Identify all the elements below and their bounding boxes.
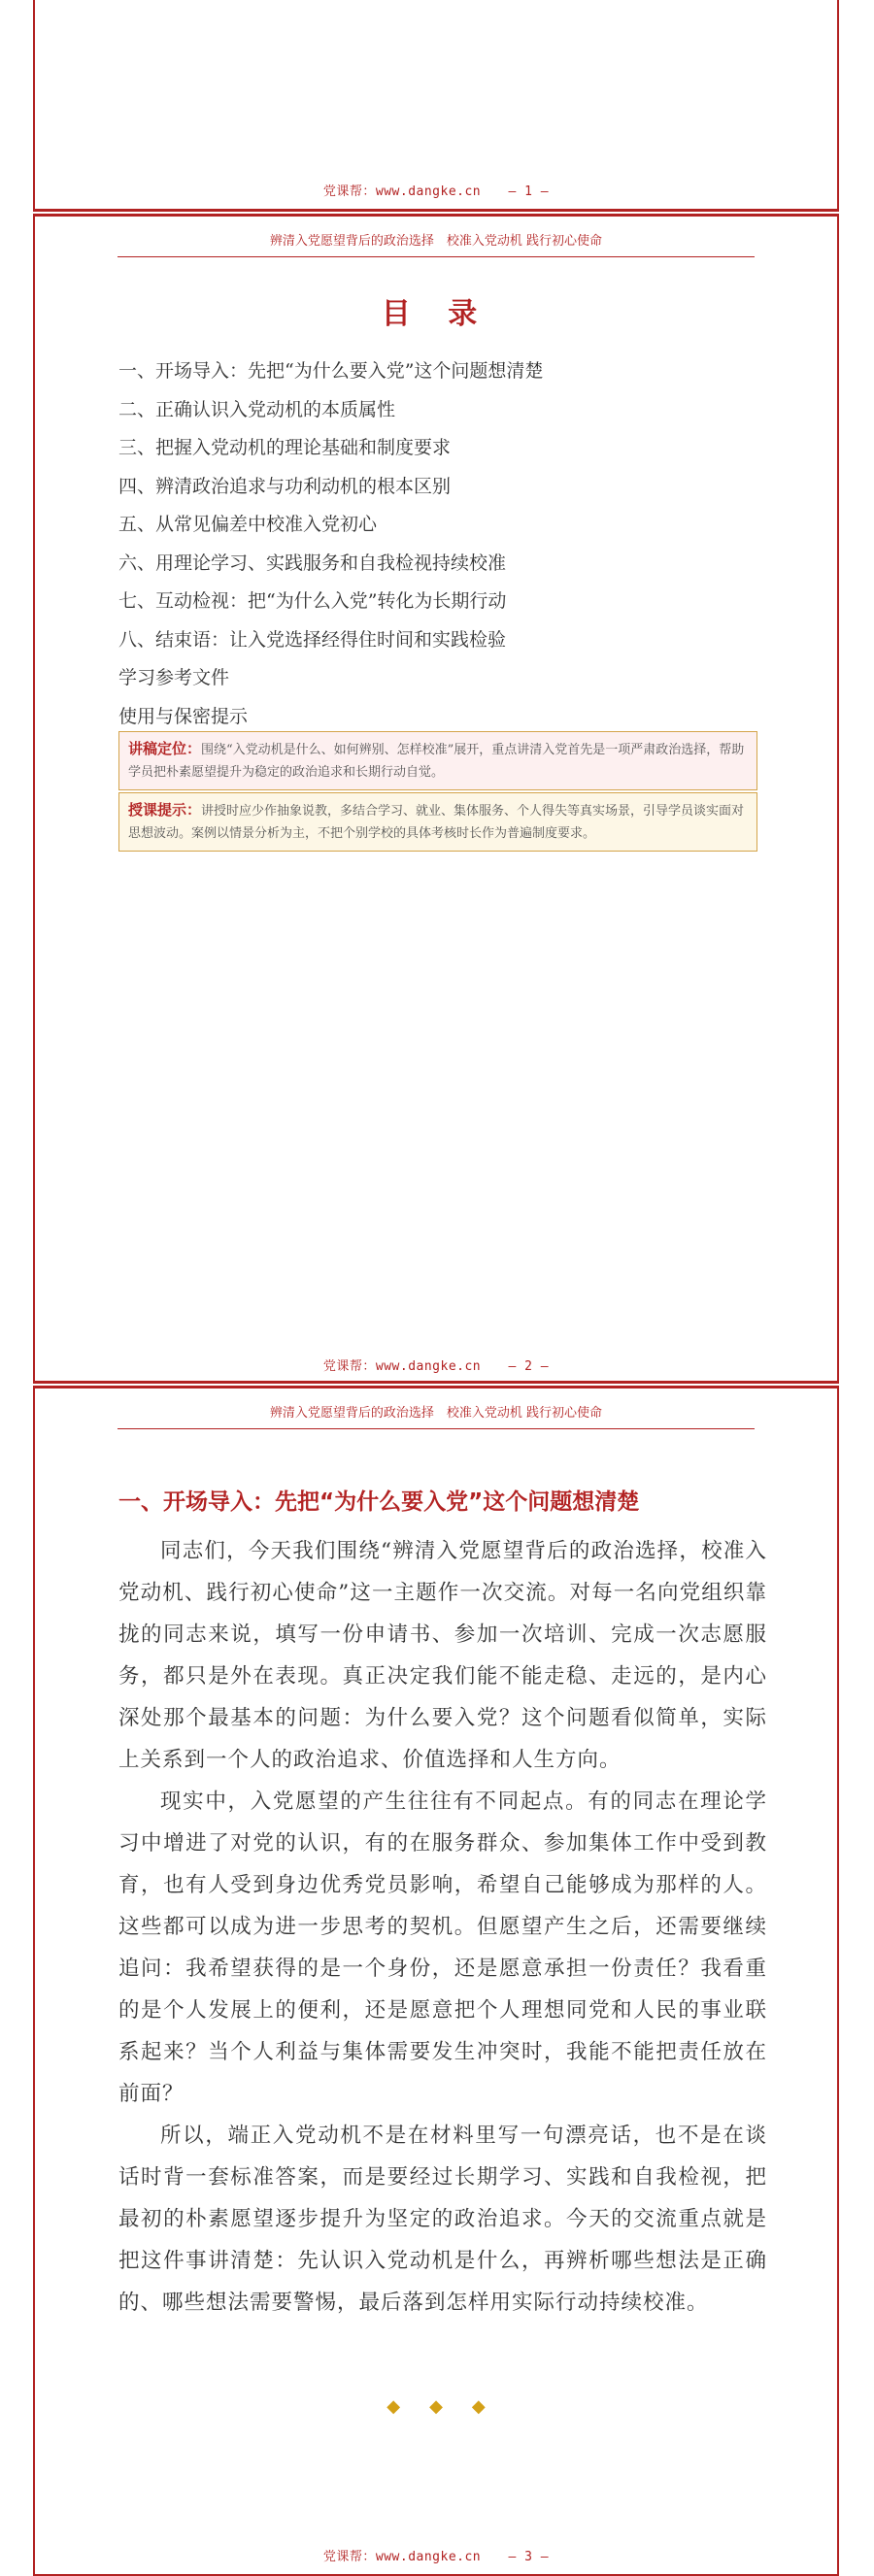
page-footer bbox=[35, 1355, 837, 1374]
page-footer bbox=[35, 181, 837, 199]
paragraph: 同志们，今天我们围绕“辨清入党愿望背后的政治选择，校准入党动机、践行初心使命”这一主题作一次交流。对每一名向党组织靠拢的同志来说，填写一份申请书、参加一次培训、完成一次志愿服务，都只是外在表现。真正决定我们能不能走稳、走远的，是内心深处那个最基本的问题：为什么要入党？这个问题看似简单，实际上关系到一个人的政治追求、价值选择和人生方向。 bbox=[118, 1539, 767, 1772]
footer-page-number: — 2 — bbox=[508, 1359, 550, 1374]
table-of-contents bbox=[118, 352, 543, 736]
toc-item: 二、正确认识入党动机的本质属性 bbox=[118, 398, 396, 420]
page-3 bbox=[33, 1386, 839, 2576]
note-label: 讲稿定位： bbox=[128, 740, 202, 757]
toc-title: 目 录 bbox=[381, 297, 491, 331]
note-text: 围绕“入党动机是什么、如何辨别、怎样校准”展开，重点讲清入党首先是一项严肃政治选择，帮助学员把朴素愿望提升为稳定的政治追求和长期行动自觉。 bbox=[128, 743, 745, 780]
footer-page-number: — 3 — bbox=[508, 2550, 550, 2564]
lecture-positioning-note bbox=[118, 731, 757, 790]
footer-site: 党课帮：www.dangke.cn bbox=[322, 1359, 482, 1374]
page-header: 辨清入党愿望背后的政治选择 校准入党动机 践行初心使命 bbox=[118, 1402, 755, 1429]
footer-page-number: — 1 — bbox=[508, 184, 550, 199]
diamond-icon: ◆ bbox=[471, 2396, 486, 2417]
toc-item: 六、用理论学习、实践服务和自我检视持续校准 bbox=[118, 552, 507, 574]
note-label: 授课提示： bbox=[128, 801, 202, 819]
section-divider-ornament bbox=[35, 2396, 837, 2417]
diamond-icon: ◆ bbox=[429, 2396, 443, 2417]
toc-item: 学习参考文件 bbox=[118, 667, 230, 688]
toc-item: 七、互动检视：把“为什么入党”转化为长期行动 bbox=[118, 590, 507, 612]
paragraph: 所以，端正入党动机不是在材料里写一句漂亮话，也不是在谈话时背一套标准答案，而是要经过长期学习、实践和自我检视，把最初的朴素愿望逐步提升为坚定的政治追求。今天的交流重点就是把这件事讲清楚：先认识入党动机是什么，再辨析哪些想法是正确的、哪些想法需要警惕，最后落到怎样用实际行动持续校准。 bbox=[118, 2124, 767, 2315]
page-header: 辨清入党愿望背后的政治选择 校准入党动机 践行初心使命 bbox=[118, 230, 755, 257]
toc-item: 八、结束语：让入党选择经得住时间和实践检验 bbox=[118, 628, 507, 651]
page-2 bbox=[33, 214, 839, 1384]
note-text: 讲授时应少作抽象说教，多结合学习、就业、集体服务、个人得失等真实场景，引导学员谈实面对思想波动。案例以情景分析为主，不把个别学校的具体考核时长作为普遍制度要求。 bbox=[128, 804, 745, 841]
toc-item: 五、从常见偏差中校准入党初心 bbox=[118, 514, 378, 535]
page-1 bbox=[33, 0, 839, 212]
diamond-icon: ◆ bbox=[387, 2396, 401, 2417]
footer-site: 党课帮：www.dangke.cn bbox=[322, 184, 482, 199]
toc-item: 三、把握入党动机的理论基础和制度要求 bbox=[118, 437, 452, 458]
toc-item: 使用与保密提示 bbox=[118, 705, 249, 727]
footer-site: 党课帮：www.dangke.cn bbox=[322, 2550, 482, 2564]
page-footer bbox=[35, 2546, 837, 2564]
toc-item: 四、辨清政治追求与功利动机的根本区别 bbox=[118, 475, 452, 497]
section-body bbox=[118, 1530, 767, 2324]
paragraph: 现实中，入党愿望的产生往往有不同起点。有的同志在理论学习中增进了对党的认识，有的在服务群众、参加集体工作中受到教育，也有人受到身边优秀党员影响，希望自己能够成为那样的人。这些都可以成为进一步思考的契机。但愿望产生之后，还需要继续追问：我希望获得的是一个身份，还是愿意承担一份责任？我看重的是个人发展上的便利，还是愿意把个人理想同党和人民的事业联系起来？当个人利益与集体需要发生冲突时，我能不能把责任放在前面？ bbox=[118, 1790, 767, 2106]
section-title: 一、开场导入：先把“为什么要入党”这个问题想清楚 bbox=[118, 1489, 640, 1515]
toc-item: 一、开场导入：先把“为什么要入党”这个问题想清楚 bbox=[118, 360, 544, 382]
teaching-tips-note bbox=[118, 792, 757, 852]
